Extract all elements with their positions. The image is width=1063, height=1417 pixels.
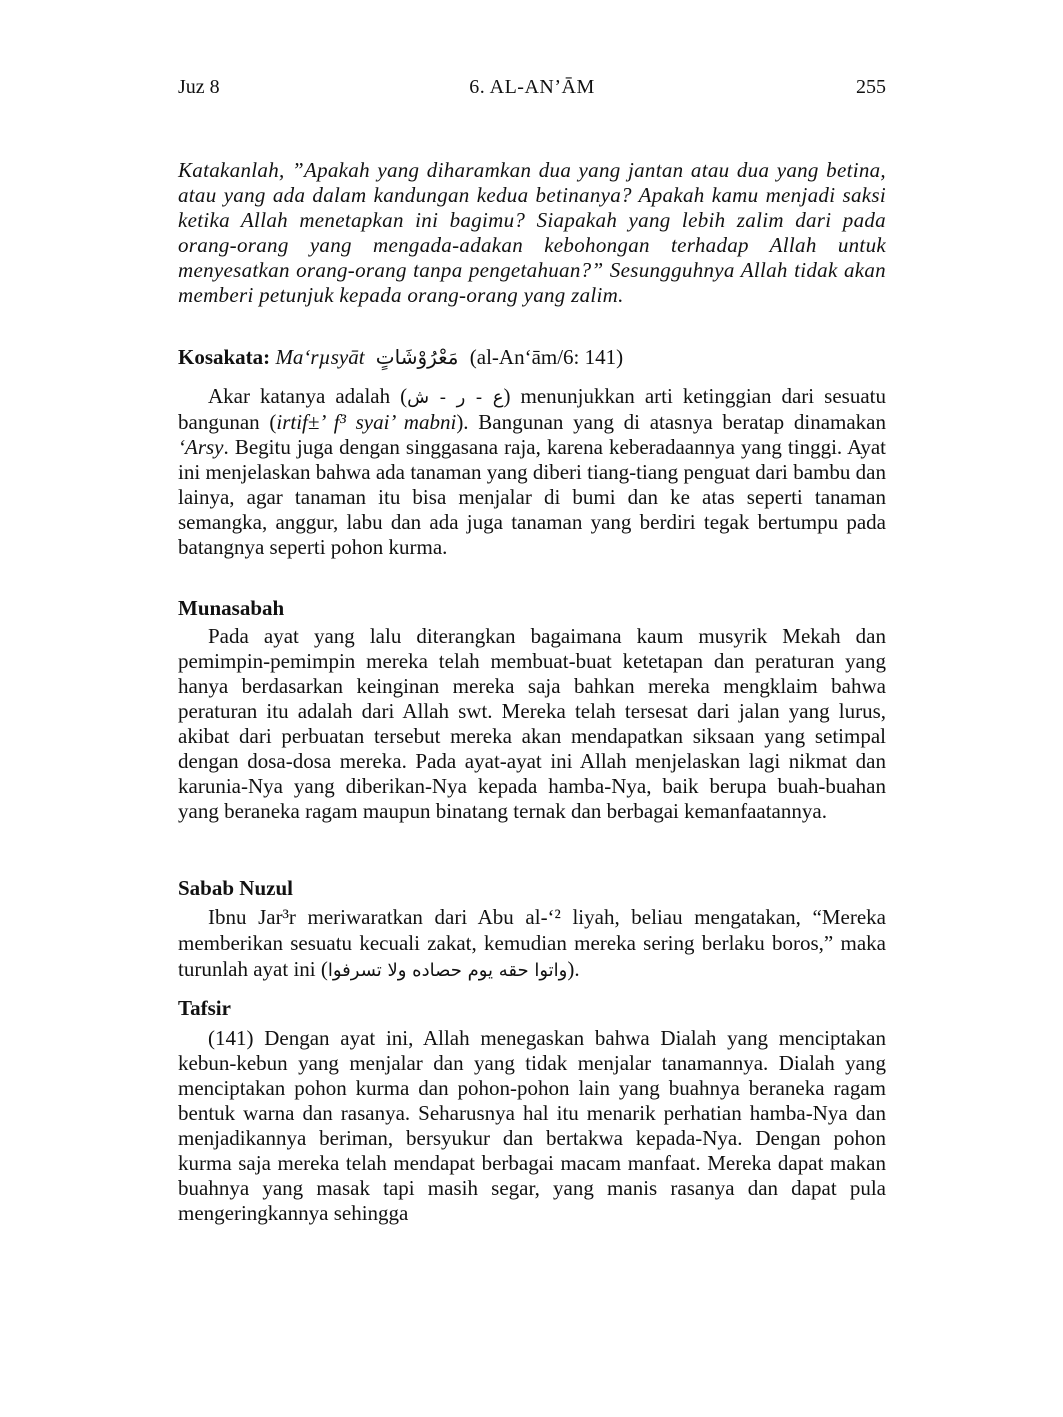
munasabah-title: Munasabah	[178, 596, 285, 620]
sabab-nuzul-paragraph	[178, 904, 886, 984]
page-header	[178, 76, 886, 102]
verse-translation: Katakanlah, ”Apakah yang diharamkan dua yang jantan atau dua yang betina, atau yang ada dalam kandungan kedua betinanya? Apakah kamu menjadi saksi ketika Allah menetapkan ini bagimu? Siapakah yang lebih zalim dari pada orang-orang yang mengada-adakan kebohongan terhadap Allah untuk menyesatkan orang-orang tanpa pengetahuan?” Sesungguhnya Allah tidak akan memberi petunjuk kepada orang-orang yang zalim.	[178, 158, 886, 307]
kosakata-text-4: . Begitu juga dengan singgasana raja, karena keberadaannya yang tinggi. Ayat ini menjelaskan bahwa ada tanaman yang diberi tiang-tiang penguat dari bambu dan lainya, agar tanaman itu bisa menjalar di bumi dan ke atas seperti tanaman semangka, anggur, labu dan ada juga tanaman yang berdiri tegak bertumpu pada batangnya seperti pohon kurma.	[178, 435, 886, 559]
kosakata-text-1: Akar katanya adalah (	[208, 384, 408, 408]
kosakata-paragraph	[178, 384, 886, 560]
tafsir-title: Tafsir	[178, 996, 231, 1020]
kosakata-reference: (al-An‘ām/6: 141)	[469, 345, 624, 369]
kosakata-arabic: مَعْرُوْشَاتٍ	[375, 345, 459, 369]
page-number: 255	[856, 76, 886, 98]
tafsir-paragraph: (141) Dengan ayat ini, Allah menegaskan bahwa Dialah yang menciptakan kebun-kebun yang menjalar dan yang tidak menjalar tanamannya. Dialah yang menciptakan pohon kurma dan pohon-pohon lain yang buahnya beraneka ragam bentuk warna dan rasanya. Seharusnya hal itu menarik perhatian hamba-Nya dan menjadikannya beriman, bersyukur dan bertakwa kepada-Nya. Dengan pohon kurma saja mereka telah mendapat berbagai macam manfaat. Mereka dapat makan buahnya yang masak tapi masih segar, yang manis rasanya dan dapat pula mengeringkannya sehingga	[178, 1026, 886, 1225]
kosakata-text-3: ). Bangunan yang di atasnya beratap dinamakan	[456, 410, 887, 434]
juz-label: Juz 8	[178, 76, 220, 98]
munasabah-paragraph: Pada ayat yang lalu diterangkan bagaimana kaum musyrik Mekah dan pemimpin-pemimpin mereka telah membuat-buat ketetapan dan peraturan yang hanya berdasarkan keinginan mereka saja bahkan mereka mengklaim bahwa peraturan itu adalah dari Allah swt. Mereka telah tersesat dari jalan yang lurus, akibat dari perbuatan tersebut mereka akan mendapatkan siksaan yang setimpal dengan dosa-dosa mereka. Pada ayat-ayat ini Allah menjelaskan lagi nikmat dan karunia-Nya yang diberikan-Nya kepada hamba-Nya, baik berupa buah-buahan yang beraneka ragam maupun binatang ternak dan berbagai kemanfaatannya.	[178, 624, 886, 823]
sabab-nuzul-text: Ibnu Jar³r meriwaratkan dari Abu al-‘² liyah, beliau mengatakan, “Mereka memberikan sesuatu kecuali zakat, kemudian mereka sering berlaku boros,” maka turunlah ayat ini (	[178, 905, 886, 981]
kosakata-heading	[178, 345, 886, 370]
kosakata-text-2: ) menunjukkan arti ketinggian dari sesuatu bangunan (	[178, 384, 886, 434]
kosakata-label: Kosakata:	[178, 345, 271, 369]
kosakata-italic-1: irtif±’ f³ syai’ mabni	[276, 410, 457, 434]
sabab-nuzul-arabic: واتوا حقه يوم حصاده ولا تسرفوا	[327, 960, 568, 981]
kosakata-italic-2: ‘Arsy	[178, 435, 224, 459]
surah-title: 6. AL-AN’ĀM	[469, 76, 595, 98]
kosakata-term: Ma‘rµsyāt	[275, 345, 365, 369]
sabab-nuzul-closing: ).	[567, 957, 580, 981]
root-arabic: ع - ر - ش	[407, 387, 504, 408]
sabab-nuzul-title: Sabab Nuzul	[178, 876, 293, 900]
